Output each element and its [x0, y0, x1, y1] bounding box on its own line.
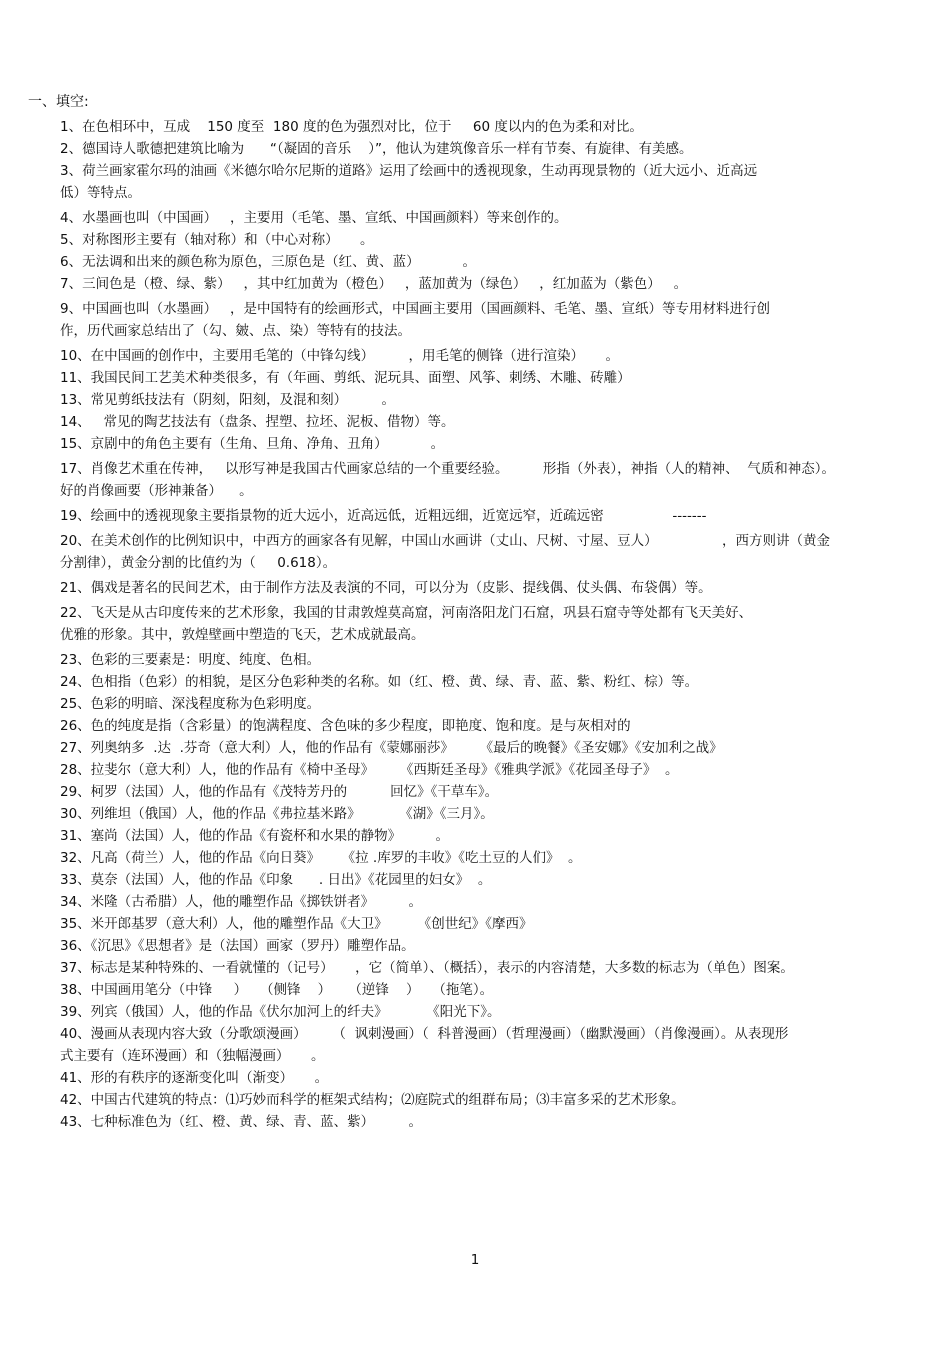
list-item-continuation: 作，历代画家总结出了（勾、皴、点、染）等特有的技法。: [60, 323, 411, 339]
list-item: 4、水墨画也叫（中国画） ，主要用（毛笔、墨、宣纸、中国画颜料）等来创作的。: [60, 210, 568, 226]
list-item: 39、列宾（俄国）人，他的作品《伏尔加河上的纤夫》 《阳光下》。: [60, 1004, 501, 1020]
list-item: 3、荷兰画家霍尔玛的油画《米德尔哈尔尼斯的道路》运用了绘画中的透视现象，生动再现景物的（近大远小、近高远: [60, 163, 758, 179]
list-item: 9、中国画也叫（水墨画） ，是中国特有的绘画形式，中国画主要用（国画颜料、毛笔、墨、宣纸）等专用材料进行创: [60, 301, 770, 317]
list-item: 35、米开郎基罗（意大利）人，他的雕塑作品《大卫》 《创世纪》《摩西》: [60, 916, 533, 932]
fill-in-list: [60, 116, 920, 1133]
list-item: 33、莫奈（法国）人，他的作品《印象 . 日出》《花园里的妇女》 。: [60, 872, 492, 888]
list-item: 23、色彩的三要素是：明度、纯度、色相。: [60, 652, 321, 668]
list-item: 2、德国诗人歌德把建筑比喻为 “（凝固的音乐 ）”，他认为建筑像音乐一样有节奏、有旋律、有美感。: [60, 141, 693, 157]
list-item: 11、我国民间工艺美术种类很多，有（年画、剪纸、泥玩具、面塑、风筝、刺绣、木雕、砖雕）: [60, 370, 631, 386]
list-item-continuation: 好的肖像画要（形神兼备） 。: [60, 483, 253, 499]
list-item: 40、漫画从表现内容大致（分歌颂漫画） （ 讽刺漫画）（ 科普漫画）（哲理漫画）（幽默漫画）（肖像漫画）。从表现形: [60, 1026, 789, 1042]
list-item-continuation: 低）等特点。: [60, 185, 141, 201]
list-item: 38、中国画用笔分（中锋 ） （侧锋 ） （逆锋 ） （拖笔）。: [60, 982, 494, 998]
list-item: 34、米隆（古希腊）人，他的雕塑作品《掷铁饼者》 。: [60, 894, 423, 910]
list-item: 6、无法调和出来的颜色称为原色，三原色是（红、黄、蓝） 。: [60, 254, 477, 270]
list-item: 19、绘画中的透视现象主要指景物的近大远小，近高远低，近粗远细，近宽远窄，近疏远密 -------: [60, 508, 707, 524]
list-item: 32、凡高（荷兰）人，他的作品《向日葵》 《拉 .库罗的丰收》《吃土豆的人们》 。: [60, 850, 582, 866]
list-item: 13、常见剪纸技法有（阴刻，阳刻，及混和刻） 。: [60, 392, 396, 408]
list-item: 5、对称图形主要有（轴对称）和（中心对称） 。: [60, 232, 374, 248]
list-item: 14、 常见的陶艺技法有（盘条、捏塑、拉坯、泥板、借物）等。: [60, 414, 455, 430]
list-item: 41、形的有秩序的逐渐变化叫（渐变） 。: [60, 1070, 329, 1086]
list-item: 25、色彩的明暗、深浅程度称为色彩明度。: [60, 696, 321, 712]
list-item: 30、列维坦（俄国）人，他的作品《弗拉基米路》 《湖》《三月》。: [60, 806, 494, 822]
list-item: 21、偶戏是著名的民间艺术，由于制作方法及表演的不同，可以分为（皮影、提线偶、仗头偶、布袋偶）等。: [60, 580, 712, 596]
list-item: 43、七种标准色为（红、橙、黄、绿、青、蓝、紫） 。: [60, 1114, 423, 1130]
list-item: 15、京剧中的角色主要有（生角、旦角、净角、丑角） 。: [60, 436, 445, 452]
list-item: 1、在色相环中，互成 150 度至 180 度的色为强烈对比，位于 60 度以内的色为柔和对比。: [60, 119, 643, 135]
list-item: 29、柯罗（法国）人，他的作品有《茂特芳丹的 回忆》《干草车》。: [60, 784, 499, 800]
list-item: 31、塞尚（法国）人，他的作品《有瓷杯和水果的静物》 。: [60, 828, 450, 844]
list-item: 28、拉斐尔（意大利）人，他的作品有《椅中圣母》 《西斯廷圣母》《雅典学派》《花园圣母子》 。: [60, 762, 679, 778]
list-item: 42、中国古代建筑的特点：⑴巧妙而科学的框架式结构；⑵庭院式的组群布局；⑶丰富多采的艺术形象。: [60, 1092, 685, 1108]
list-item: 36、《沉思》《思想者》是（法国）画家（罗丹）雕塑作品。: [60, 938, 415, 954]
list-item-continuation: 式主要有（连环漫画）和（独幅漫画） 。: [60, 1048, 325, 1064]
list-item: 24、色相指（色彩）的相貌，是区分色彩种类的名称。如（红、橙、黄、绿、青、蓝、紫、粉红、棕）等。: [60, 674, 699, 690]
list-item: 17、肖像艺术重在传神， 以形写神是我国古代画家总结的一个重要经验。 形指（外表），神指（人的精神、 气质和神态）。: [60, 461, 835, 477]
section-heading: 一、填空:: [28, 94, 89, 110]
list-item: 7、三间色是（橙、绿、紫） ，其中红加黄为（橙色） ，蓝加黄为（绿色） ，红加蓝为（紫色） 。: [60, 276, 688, 292]
list-item-continuation: 优雅的形象。其中，敦煌壁画中塑造的飞天，艺术成就最高。: [60, 627, 425, 643]
page-number: 1: [470, 1252, 480, 1268]
list-item: 10、在中国画的创作中，主要用毛笔的（中锋勾线） ，用毛笔的侧锋（进行渲染） 。: [60, 348, 619, 364]
list-item: 37、标志是某种特殊的、一看就懂的（记号） ，它（简单）、（概括），表示的内容清楚，大多数的标志为（单色）图案。: [60, 960, 794, 976]
list-item: 20、在美术创作的比例知识中，中西方的画家各有见解，中国山水画讲（丈山、尺树、寸屋、豆人） ，西方则讲（黄金: [60, 533, 831, 549]
list-item: 27、列奥纳多 .达 .芬奇（意大利）人，他的作品有《蒙娜丽莎》 《最后的晚餐》《圣安娜》《安加利之战》: [60, 740, 723, 756]
list-item: 26、色的纯度是指（含彩量）的饱满程度、含色味的多少程度，即艳度、饱和度。是与灰相对的: [60, 718, 631, 734]
list-item: 22、飞天是从古印度传来的艺术形象，我国的甘肃敦煌莫高窟，河南洛阳龙门石窟，巩县石窟寺等处都有飞天美好、: [60, 605, 753, 621]
list-item-continuation: 分割律），黄金分割的比值约为（ 0.618）。: [60, 555, 337, 571]
